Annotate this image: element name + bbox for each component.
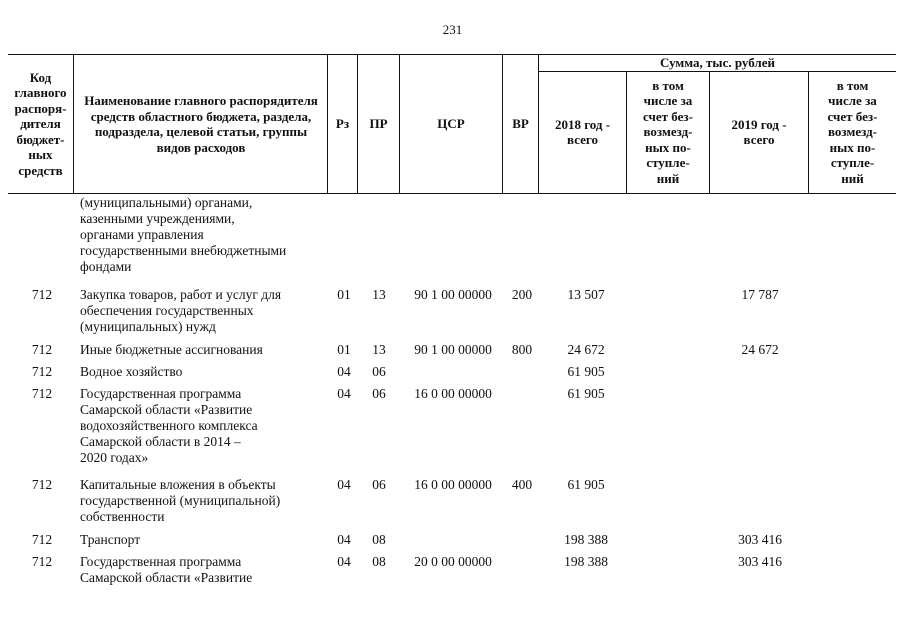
- row-pr: 13: [372, 342, 386, 357]
- row-name: Иные бюджетные ассигнования: [80, 342, 263, 357]
- row-code: 712: [31, 342, 53, 357]
- row-csr: 16 0 00 00000: [414, 386, 492, 401]
- row-rz: 04: [337, 477, 351, 492]
- header-sum-group: Сумма, тыс. рублей: [660, 54, 775, 70]
- row-name: Закупка товаров, работ и услуг для обеспечения государственных (муниципальных) нужд: [80, 287, 282, 334]
- row-pr: 06: [372, 386, 386, 401]
- row-pr: 06: [372, 477, 386, 492]
- header-vr: ВР: [512, 116, 529, 132]
- row-name: (муниципальными) органами, казенными учреждениями, органами управления государственными внебюджетными фондами: [80, 195, 287, 274]
- row-name: Государственная программа Самарской области «Развитие: [80, 554, 253, 585]
- row-code: 712: [31, 287, 53, 302]
- header-code: Код главного распоря- дителя бюджет- ных средств: [14, 69, 67, 178]
- row-rz: 01: [337, 287, 351, 302]
- row-code: 712: [31, 386, 53, 401]
- row-code: 712: [31, 364, 53, 379]
- row-rz: 04: [337, 554, 351, 569]
- row-pr: 08: [372, 554, 386, 569]
- header-2018-total: 2018 год - всего: [554, 116, 611, 147]
- row-sum-2019: 17 787: [741, 287, 779, 302]
- col-divider: [73, 54, 74, 193]
- header-name: Наименование главного распорядителя средств областного бюджета, раздела, подраздела, целевой статьи, группы видов расходов: [84, 93, 318, 155]
- page-number: 231: [442, 22, 463, 37]
- row-rz: 04: [337, 532, 351, 547]
- header-2019-total: 2019 год - всего: [731, 116, 787, 147]
- row-rz: 01: [337, 342, 351, 357]
- row-sum-2018: 61 905: [567, 386, 605, 401]
- row-name: Государственная программа Самарской области «Развитие водохозяйственного комплекса Самарской области в 2014 – 2020 годах»: [80, 386, 258, 465]
- row-csr: 16 0 00 00000: [414, 477, 492, 492]
- row-sum-2019: 24 672: [741, 342, 779, 357]
- row-sum-2018: 13 507: [567, 287, 605, 302]
- row-name: Водное хозяйство: [80, 364, 183, 379]
- row-sum-2018: 61 905: [567, 477, 605, 492]
- row-sum-2018: 61 905: [567, 364, 605, 379]
- row-pr: 06: [372, 364, 386, 379]
- header-rz: Рз: [335, 116, 350, 132]
- row-sum-2019: 303 416: [738, 554, 782, 569]
- row-pr: 08: [372, 532, 386, 547]
- row-name: Транспорт: [80, 532, 141, 547]
- header-csr: ЦСР: [437, 116, 465, 132]
- row-code: 712: [31, 532, 53, 547]
- row-csr: 20 0 00 00000: [414, 554, 492, 569]
- header-pr: ПР: [369, 116, 388, 132]
- row-vr: 200: [511, 287, 533, 302]
- row-rz: 04: [337, 386, 351, 401]
- row-name: Капитальные вложения в объекты государственной (муниципальной) собственности: [80, 477, 281, 524]
- row-pr: 13: [372, 287, 386, 302]
- header-2018-gratuitous: в том числе за счет без- возмезд- ных по- ступле- ний: [643, 77, 693, 186]
- row-csr: 90 1 00 00000: [414, 342, 492, 357]
- header-2019-gratuitous: в том числе за счет без- возмезд- ных по- ступле- ний: [827, 77, 878, 186]
- row-vr: 400: [511, 477, 533, 492]
- row-sum-2018: 24 672: [567, 342, 605, 357]
- row-sum-2018: 198 388: [564, 554, 608, 569]
- row-sum-2018: 198 388: [564, 532, 608, 547]
- row-sum-2019: 303 416: [738, 532, 782, 547]
- row-rz: 04: [337, 364, 351, 379]
- row-vr: 800: [511, 342, 533, 357]
- row-code: 712: [31, 554, 53, 569]
- row-code: 712: [31, 477, 53, 492]
- row-csr: 90 1 00 00000: [414, 287, 492, 302]
- header-bottom-border: [8, 193, 896, 194]
